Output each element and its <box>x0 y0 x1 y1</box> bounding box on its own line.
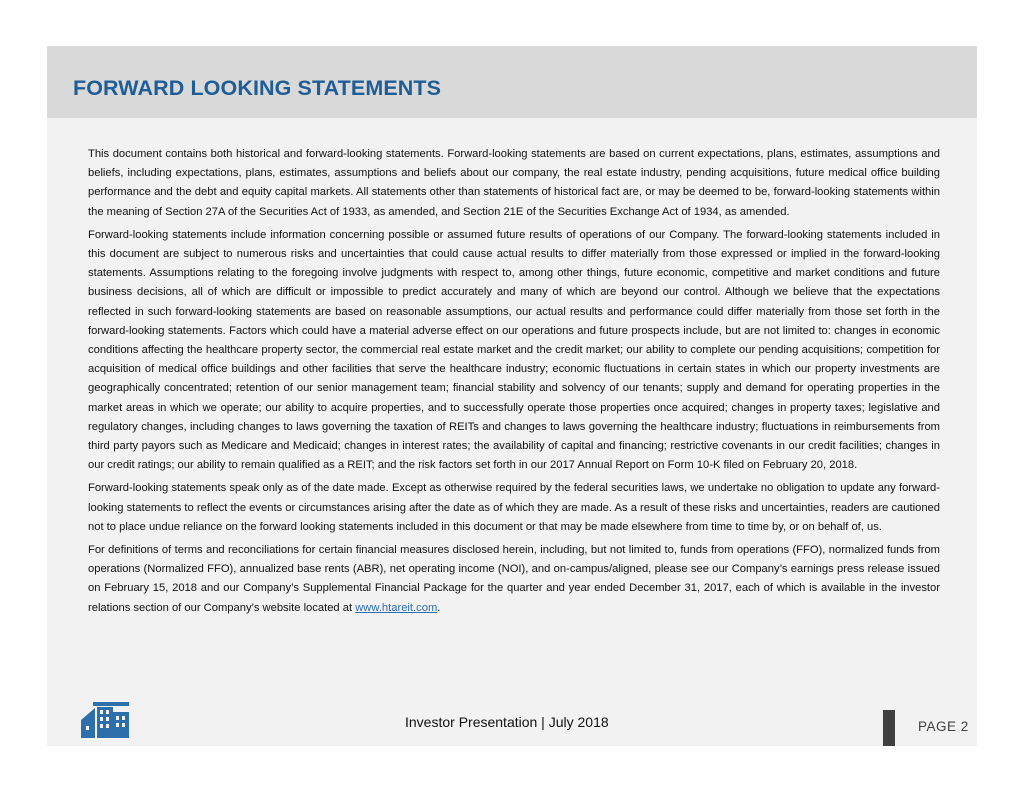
logo-window <box>116 716 119 720</box>
paragraph-risks: Forward-looking statements include information concerning possible or assumed future results of operations of our Company. The forward-looking statements included in this document are subject to numerous risks and uncertainties that could cause actual results to differ materially from those expressed or implied in the forward-looking statements. Assumptions relating to the foregoing involve judgments with respect to, among other things, future economic, competitive and market conditions and future business decisions, all of which are difficult or impossible to predict accurately and many of which are beyond our control. Although we believe that the expectations reflected in such forward-looking statements are based on reasonable assumptions, our actual results and performance could differ materially from those set forth in the forward-looking statements. Factors which could have a material adverse effect on our operations and future prospects include, but are not limited to: changes in economic conditions affecting the healthcare property sector, the commercial real estate market and the credit market; our ability to complete our pending acquisitions; competition for acquisition of medical office buildings and other facilities that serve the healthcare industry; economic fluctuations in certain states in which our property investments are geographically concentrated; retention of our senior management team; financial stability and solvency of our tenants; supply and demand for operating properties in the market areas in which we operate; our ability to acquire properties, and to successfully operate those properties once acquired; changes in property taxes; legislative and regulatory changes, including changes to laws governing the taxation of REITs and changes to laws governing the healthcare industry; fluctuations in reimbursements from third party payors such as Medicare and Medicaid; changes in interest rates; the availability of capital and financing; restrictive covenants in our credit facilities; changes in our credit ratings; our ability to remain qualified as a REIT; and the risk factors set forth in our 2017 Annual Report on Form 10-K filed on February 20, 2018. <box>88 228 940 472</box>
logo-wedge <box>81 708 95 738</box>
logo-window <box>106 717 109 721</box>
paragraph-disclaimer: Forward-looking statements speak only as of the date made. Except as otherwise required by the federal securities laws, we undertake no obligation to update any forward-looking statements to reflect the events or circumstances arising after the date as of which they are made. As a result of these risks and uncertainties, readers are cautioned not to place undue reliance on the forward looking statements included in this document or that may be made elsewhere from time to time by, or on behalf of, us. <box>88 482 940 533</box>
logo-window <box>106 710 109 714</box>
logo-window <box>100 717 103 721</box>
logo-roof <box>93 702 129 706</box>
paragraph-historical: This document contains both historical and forward-looking statements. Forward-looking statements are based on current expectations, plans, estimates, assumptions and beliefs, including expectations, plans, estimates, assumptions and beliefs about our company, the real estate industry, pending acquisitions, future medical office building performance and the debt and equity capital markets. All statements other than statements of historical fact are, or may be deemed to be, forward-looking statements within the meaning of Section 27A of the Securities Act of 1933, as amended, and Section 21E of the Securities Exchange Act of 1934, as amended. <box>88 148 940 218</box>
website-link[interactable]: www.htareit.com <box>355 601 438 614</box>
logo-wing <box>113 712 129 738</box>
statement-body <box>88 145 940 622</box>
footer-divider-bar <box>883 710 895 746</box>
page-title: FORWARD LOOKING STATEMENTS <box>73 76 442 100</box>
title-band <box>47 46 977 118</box>
paragraph-definitions-end: . <box>437 601 441 614</box>
paragraph-definitions <box>88 541 940 618</box>
paragraph-definitions-text: For definitions of terms and reconciliations for certain financial measures disclosed herein, including, but not limited to, funds from operations (FFO), normalized funds from operations (Normalized FFO), annualized base rents (ABR), net operating income (NOI), and on-campus/aligned, please see our Company’s earnings press release issued on February 15, 2018 and our Company’s Supplemental Financial Package for the quarter and year ended December 31, 2017, each of which is available in the investor relations section of our Company’s website located at <box>88 544 940 614</box>
building-logo-icon <box>79 698 131 738</box>
logo-window <box>100 710 103 714</box>
logo-window <box>122 723 125 727</box>
presentation-label: Investor Presentation | July 2018 <box>405 714 609 730</box>
slide <box>47 46 977 746</box>
logo-window <box>86 726 89 730</box>
logo-window <box>106 724 109 728</box>
logo-window <box>100 724 103 728</box>
logo-tower <box>97 707 113 738</box>
page-number: PAGE 2 <box>918 719 969 734</box>
logo-window <box>122 716 125 720</box>
logo-window <box>116 723 119 727</box>
